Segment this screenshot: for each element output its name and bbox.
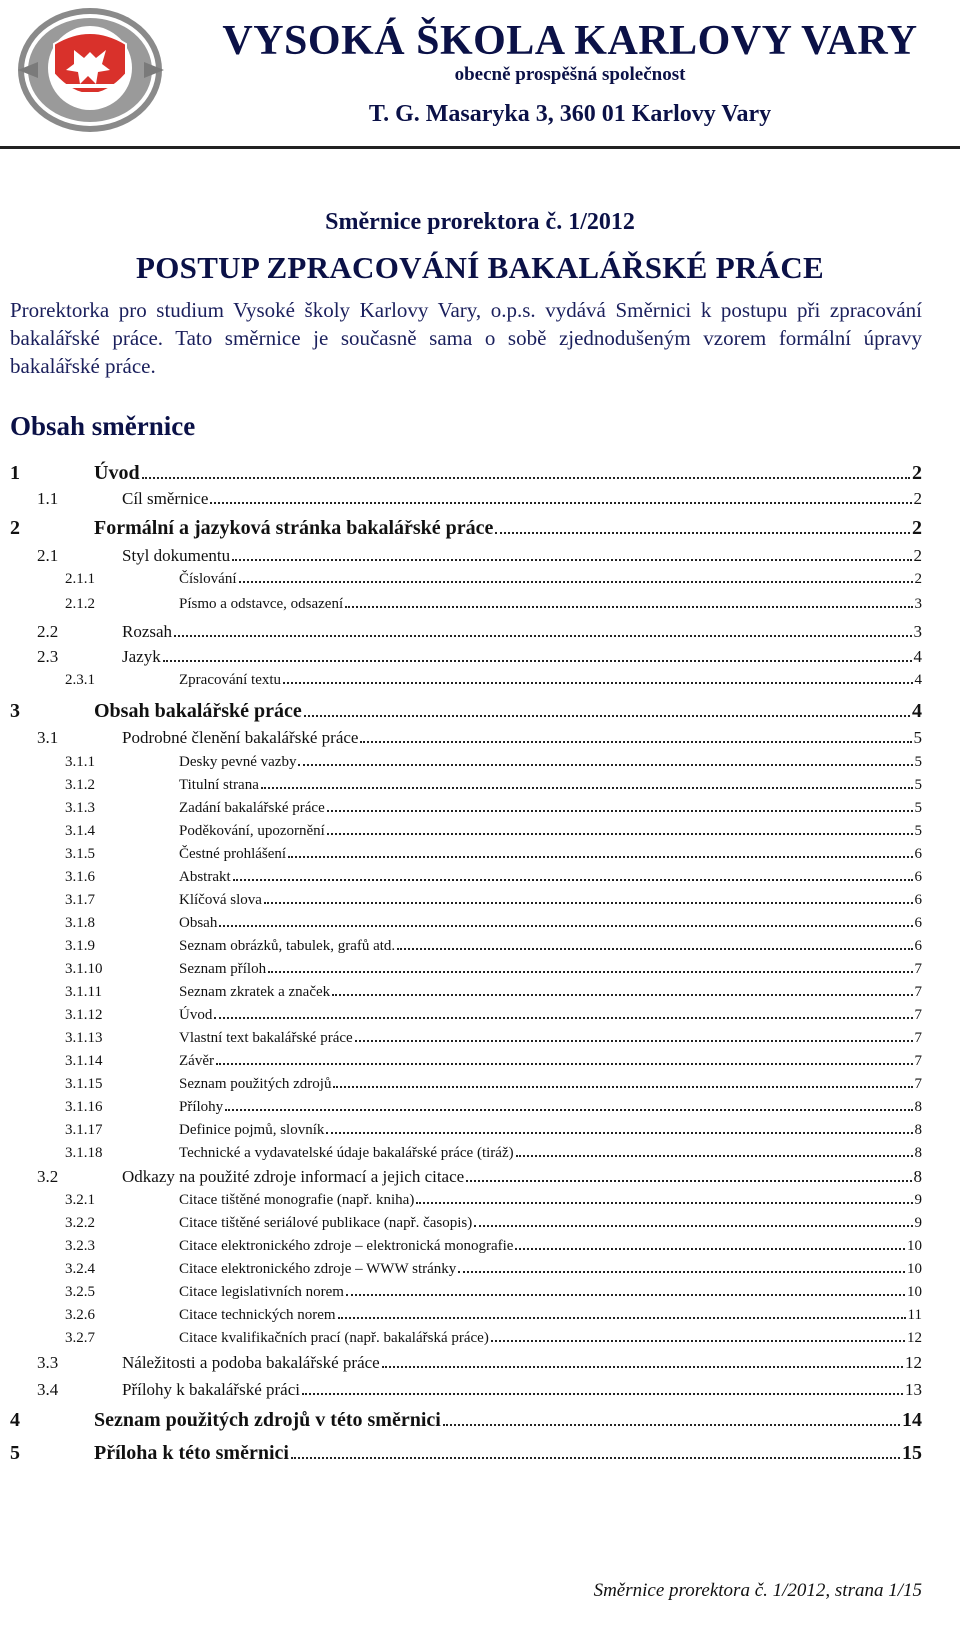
toc-entry-title: Citace tištěné seriálové publikace (např. časopis) xyxy=(179,1215,473,1231)
toc-dot-leader xyxy=(304,715,910,717)
toc-dot-leader xyxy=(225,1109,912,1111)
toc-entry-number: 3.1.10 xyxy=(65,961,103,977)
toc-entry-number: 3.2.3 xyxy=(65,1238,95,1254)
toc-entry-number: 3.1 xyxy=(37,728,59,747)
toc-entry-title: Přílohy k bakalářské práci xyxy=(122,1380,300,1399)
toc-entry[interactable] xyxy=(65,892,922,909)
toc-entry-title: Zadání bakalářské práce xyxy=(179,800,325,816)
toc-entry[interactable] xyxy=(65,754,922,771)
toc-entry-page: 8 xyxy=(914,1099,922,1115)
toc-entry[interactable] xyxy=(65,915,922,932)
toc-entry-title: Citace legislativních norem xyxy=(179,1284,344,1300)
toc-entry-number: 2.3.1 xyxy=(65,672,95,688)
toc-entry-page: 7 xyxy=(914,1076,922,1092)
toc-entry-page: 7 xyxy=(914,1030,922,1046)
toc-entry-title: Poděkování, upozornění xyxy=(179,823,325,839)
toc-entry-title: Desky pevné vazby xyxy=(179,754,297,770)
toc-entry-number: 2.1.2 xyxy=(65,596,95,612)
toc-entry-page: 8 xyxy=(914,1145,922,1161)
toc-entry[interactable] xyxy=(37,622,922,642)
toc-entry-title: Abstrakt xyxy=(179,869,231,885)
toc-dot-leader xyxy=(474,1225,912,1227)
toc-entry[interactable] xyxy=(65,1145,922,1162)
toc-entry[interactable] xyxy=(65,984,922,1001)
toc-dot-leader xyxy=(345,606,912,608)
toc-entry[interactable] xyxy=(65,938,922,955)
toc-entry-title: Formální a jazyková stránka bakalářské práce xyxy=(94,517,494,539)
toc-entry-number: 3.2.4 xyxy=(65,1261,95,1277)
toc-dot-leader xyxy=(360,741,911,743)
toc-entry-page: 14 xyxy=(902,1409,922,1431)
toc-entry[interactable] xyxy=(65,1053,922,1070)
toc-dot-leader xyxy=(327,810,913,812)
toc-entry-number: 3.1.13 xyxy=(65,1030,103,1046)
toc-entry-number: 3.1.3 xyxy=(65,800,95,816)
toc-entry-number: 2.3 xyxy=(37,647,59,666)
toc-entry-title: Technické a vydavatelské údaje bakalářské práce (tiráž) xyxy=(179,1145,514,1161)
toc-entry-title: Čestné prohlášení xyxy=(179,846,287,862)
toc-entry[interactable] xyxy=(65,777,922,794)
toc-entry-title: Citace elektronického zdroje – WWW stránky xyxy=(179,1261,457,1277)
toc-entry-title: Citace kvalifikačních prací (např. bakalářská práce) xyxy=(179,1330,489,1346)
toc-entry-title: Obsah xyxy=(179,915,218,931)
toc-entry-number: 3.3 xyxy=(37,1353,59,1372)
toc-dot-leader xyxy=(397,948,912,950)
toc-entry-title: Úvod xyxy=(179,1007,213,1023)
toc-entry-number: 3.2 xyxy=(37,1167,59,1186)
toc-entry-page: 6 xyxy=(914,846,922,862)
toc-dot-leader xyxy=(214,1017,912,1019)
toc-dot-leader xyxy=(516,1155,913,1157)
toc-entry-title: Číslování xyxy=(179,571,237,587)
toc-entry-page: 6 xyxy=(914,892,922,908)
toc-entry-number: 5 xyxy=(10,1442,20,1464)
toc-entry-title: Náležitosti a podoba bakalářské práce xyxy=(122,1353,380,1372)
toc-dot-leader xyxy=(142,477,910,479)
toc-entry-page: 11 xyxy=(907,1307,922,1323)
toc-entry-page: 9 xyxy=(914,1215,922,1231)
toc-entry-number: 3.1.7 xyxy=(65,892,95,908)
toc-entry[interactable] xyxy=(37,1380,922,1400)
toc-entry[interactable] xyxy=(65,1030,922,1047)
toc-entry-title: Seznam obrázků, tabulek, grafů atd. xyxy=(179,938,396,954)
toc-entry[interactable] xyxy=(37,546,922,566)
toc-entry-title: Úvod xyxy=(94,462,140,484)
toc-dot-leader xyxy=(466,1180,911,1182)
toc-entry-number: 3.1.5 xyxy=(65,846,95,862)
toc-entry-number: 3.1.1 xyxy=(65,754,95,770)
toc-entry-page: 2 xyxy=(913,489,922,508)
toc-entry[interactable] xyxy=(65,1192,922,1209)
toc-dot-leader xyxy=(210,502,911,504)
document-title: POSTUP ZPRACOVÁNÍ BAKALÁŘSKÉ PRÁCE xyxy=(136,250,824,285)
toc-entry-page: 5 xyxy=(913,728,922,747)
toc-entry-page: 6 xyxy=(914,938,922,954)
toc-entry-page: 9 xyxy=(914,1192,922,1208)
toc-dot-leader xyxy=(261,787,913,789)
toc-entry-number: 3.1.17 xyxy=(65,1122,103,1138)
toc-dot-leader xyxy=(458,1271,905,1273)
toc-entry-number: 3.2.2 xyxy=(65,1215,95,1231)
toc-entry-number: 2.1 xyxy=(37,546,59,565)
toc-dot-leader xyxy=(355,1040,913,1042)
toc-entry-title: Seznam příloh xyxy=(179,961,267,977)
toc-entry-number: 3.1.2 xyxy=(65,777,95,793)
toc-entry-title: Seznam použitých zdrojů v této směrnici xyxy=(94,1409,441,1431)
toc-entry[interactable] xyxy=(65,596,922,613)
toc-dot-leader xyxy=(268,971,912,973)
toc-dot-leader xyxy=(416,1202,912,1204)
toc-entry-title: Styl dokumentu xyxy=(122,546,231,565)
toc-dot-leader xyxy=(219,925,912,927)
toc-entry-page: 4 xyxy=(912,700,922,722)
toc-entry-title: Zpracování textu xyxy=(179,672,282,688)
toc-entry[interactable] xyxy=(37,1353,922,1373)
toc-entry-title: Rozsah xyxy=(122,622,173,641)
toc-entry-title: Titulní strana xyxy=(179,777,259,793)
toc-dot-leader xyxy=(382,1366,903,1368)
toc-dot-leader xyxy=(326,1132,912,1134)
toc-entry-title: Příloha k této směrnici xyxy=(94,1442,289,1464)
toc-entry-number: 3.1.12 xyxy=(65,1007,103,1023)
toc-dot-leader xyxy=(338,1317,906,1319)
toc-entry[interactable] xyxy=(10,462,922,485)
toc-entry[interactable] xyxy=(10,1442,922,1465)
toc-dot-leader xyxy=(232,559,911,561)
toc-dot-leader xyxy=(264,902,913,904)
toc-entry-title: Obsah bakalářské práce xyxy=(94,700,302,722)
toc-dot-leader xyxy=(495,532,910,534)
toc-entry-page: 10 xyxy=(907,1284,922,1300)
toc-entry-page: 3 xyxy=(913,622,922,641)
toc-entry[interactable] xyxy=(65,571,922,588)
toc-entry-number: 3.4 xyxy=(37,1380,59,1399)
toc-entry-title: Závěr xyxy=(179,1053,214,1069)
school-logo xyxy=(14,4,172,136)
toc-entry-page: 8 xyxy=(913,1167,922,1186)
toc-entry[interactable] xyxy=(65,1007,922,1024)
toc-entry[interactable] xyxy=(10,517,922,540)
toc-dot-leader xyxy=(283,682,912,684)
toc-entry-page: 13 xyxy=(905,1380,922,1399)
toc-entry-number: 3.2.7 xyxy=(65,1330,95,1346)
toc-entry-page: 5 xyxy=(914,777,922,793)
toc-entry-number: 3.1.16 xyxy=(65,1099,103,1115)
toc-entry-title: Přílohy xyxy=(179,1099,224,1115)
toc-entry[interactable] xyxy=(65,846,922,863)
toc-entry-number: 3.1.14 xyxy=(65,1053,103,1069)
toc-entry[interactable] xyxy=(65,1330,922,1347)
toc-dot-leader xyxy=(443,1424,900,1426)
toc-entry-page: 2 xyxy=(913,546,922,565)
toc-entry-title: Seznam zkratek a značek xyxy=(179,984,331,1000)
toc-entry[interactable] xyxy=(65,800,922,817)
intro-paragraph: Prorektorka pro studium Vysoké školy Karlovy Vary, o.p.s. vydává Směrnici k postupu při zpracování bakalářské práce. Tato směrnice je současně sama o sobě zjednodušeným vzorem formální úpravy bakalářské práce. xyxy=(10,298,922,378)
toc-entry-title: Odkazy na použité zdroje informací a jejich citace xyxy=(122,1167,465,1186)
toc-entry-page: 7 xyxy=(914,961,922,977)
toc-dot-leader xyxy=(288,856,912,858)
toc-entry-page: 2 xyxy=(914,571,922,587)
toc-entry-page: 7 xyxy=(914,1053,922,1069)
toc-entry[interactable] xyxy=(37,489,922,509)
toc-entry-page: 5 xyxy=(914,800,922,816)
toc-entry-number: 3.1.9 xyxy=(65,938,95,954)
toc-entry[interactable] xyxy=(65,961,922,978)
toc-entry-page: 6 xyxy=(914,915,922,931)
toc-dot-leader xyxy=(302,1393,903,1395)
toc-entry-number: 1 xyxy=(10,462,20,484)
toc-entry-number: 1.1 xyxy=(37,489,59,508)
toc-entry-number: 2.2 xyxy=(37,622,59,641)
toc-entry[interactable] xyxy=(65,1307,922,1324)
school-address: T. G. Masaryka 3, 360 01 Karlovy Vary xyxy=(368,101,772,127)
toc-entry[interactable] xyxy=(65,1238,922,1255)
toc-entry-number: 3.2.5 xyxy=(65,1284,95,1300)
toc-entry[interactable] xyxy=(37,728,922,748)
toc-entry[interactable] xyxy=(65,672,922,689)
toc-entry-title: Klíčová slova xyxy=(179,892,262,908)
toc-entry-page: 15 xyxy=(902,1442,922,1464)
toc-entry[interactable] xyxy=(10,1409,922,1432)
toc-entry-page: 12 xyxy=(905,1353,922,1372)
toc-entry-title: Vlastní text bakalářské práce xyxy=(179,1030,353,1046)
toc-entry[interactable] xyxy=(65,1122,922,1139)
toc-entry-page: 2 xyxy=(912,462,922,484)
toc-entry-number: 3.1.15 xyxy=(65,1076,103,1092)
toc-entry-page: 2 xyxy=(912,517,922,539)
toc-dot-leader xyxy=(233,879,913,881)
toc-entry[interactable] xyxy=(65,823,922,840)
toc-dot-leader xyxy=(332,994,912,996)
toc-entry-page: 10 xyxy=(907,1261,922,1277)
toc-entry-number: 3.1.11 xyxy=(65,984,102,1000)
toc-entry-title: Definice pojmů, slovník xyxy=(179,1122,325,1138)
toc-entry-title: Cíl směrnice xyxy=(122,489,209,508)
school-subtitle: obecně prospěšná společnost xyxy=(454,64,686,85)
toc-entry-page: 4 xyxy=(913,647,922,666)
toc-entry[interactable] xyxy=(65,869,922,886)
toc-heading: Obsah směrnice xyxy=(10,411,196,441)
toc-dot-leader xyxy=(491,1340,905,1342)
toc-entry-number: 4 xyxy=(10,1409,20,1431)
toc-entry-page: 3 xyxy=(914,596,922,612)
toc-entry-number: 3.2.1 xyxy=(65,1192,95,1208)
toc-entry-number: 3.1.4 xyxy=(65,823,95,839)
toc-entry-title: Citace elektronického zdroje – elektronická monografie xyxy=(179,1238,514,1254)
toc-entry-title: Seznam použitých zdrojů xyxy=(179,1076,332,1092)
toc-dot-leader xyxy=(163,660,912,662)
toc-entry[interactable] xyxy=(10,700,922,723)
toc-entry-number: 2.1.1 xyxy=(65,571,95,587)
toc-entry-page: 5 xyxy=(914,823,922,839)
toc-entry-page: 12 xyxy=(907,1330,922,1346)
toc-entry-title: Písmo a odstavce, odsazení xyxy=(179,596,344,612)
toc-entry-number: 3.1.18 xyxy=(65,1145,103,1161)
toc-entry-page: 8 xyxy=(914,1122,922,1138)
toc-entry-page: 4 xyxy=(914,672,922,688)
school-name: VYSOKÁ ŠKOLA KARLOVY VARY xyxy=(222,18,918,64)
toc-entry[interactable] xyxy=(65,1284,922,1301)
toc-entry[interactable] xyxy=(37,647,922,667)
toc-dot-leader xyxy=(346,1294,905,1296)
toc-entry-page: 5 xyxy=(914,754,922,770)
toc-entry[interactable] xyxy=(65,1099,922,1116)
toc-entry-title: Citace tištěné monografie (např. kniha) xyxy=(179,1192,415,1208)
toc-entry[interactable] xyxy=(65,1261,922,1278)
toc-dot-leader xyxy=(298,764,912,766)
toc-dot-leader xyxy=(333,1086,912,1088)
toc-entry[interactable] xyxy=(65,1215,922,1232)
toc-entry[interactable] xyxy=(65,1076,922,1093)
toc-entry-title: Jazyk xyxy=(122,647,161,666)
toc-entry-number: 3.2.6 xyxy=(65,1307,95,1323)
toc-dot-leader xyxy=(327,833,913,835)
toc-entry-title: Citace technických norem xyxy=(179,1307,336,1323)
toc-entry-page: 10 xyxy=(907,1238,922,1254)
toc-entry[interactable] xyxy=(37,1167,922,1187)
page-footer: Směrnice prorektora č. 1/2012, strana 1/15 xyxy=(593,1580,922,1601)
directive-label: Směrnice prorektora č. 1/2012 xyxy=(325,209,635,235)
toc-entry-number: 2 xyxy=(10,517,20,539)
toc-entry-title: Podrobné členění bakalářské práce xyxy=(122,728,359,747)
toc-entry-page: 6 xyxy=(914,869,922,885)
toc-entry-number: 3 xyxy=(10,700,20,722)
toc-entry-page: 7 xyxy=(914,984,922,1000)
toc-dot-leader xyxy=(216,1063,913,1065)
toc-dot-leader xyxy=(239,581,913,583)
toc-entry-number: 3.1.6 xyxy=(65,869,95,885)
toc-entry-number: 3.1.8 xyxy=(65,915,95,931)
header-divider xyxy=(0,146,960,149)
toc-dot-leader xyxy=(291,1457,900,1459)
toc-entry-page: 7 xyxy=(914,1007,922,1023)
toc-dot-leader xyxy=(515,1248,905,1250)
toc-dot-leader xyxy=(174,635,911,637)
